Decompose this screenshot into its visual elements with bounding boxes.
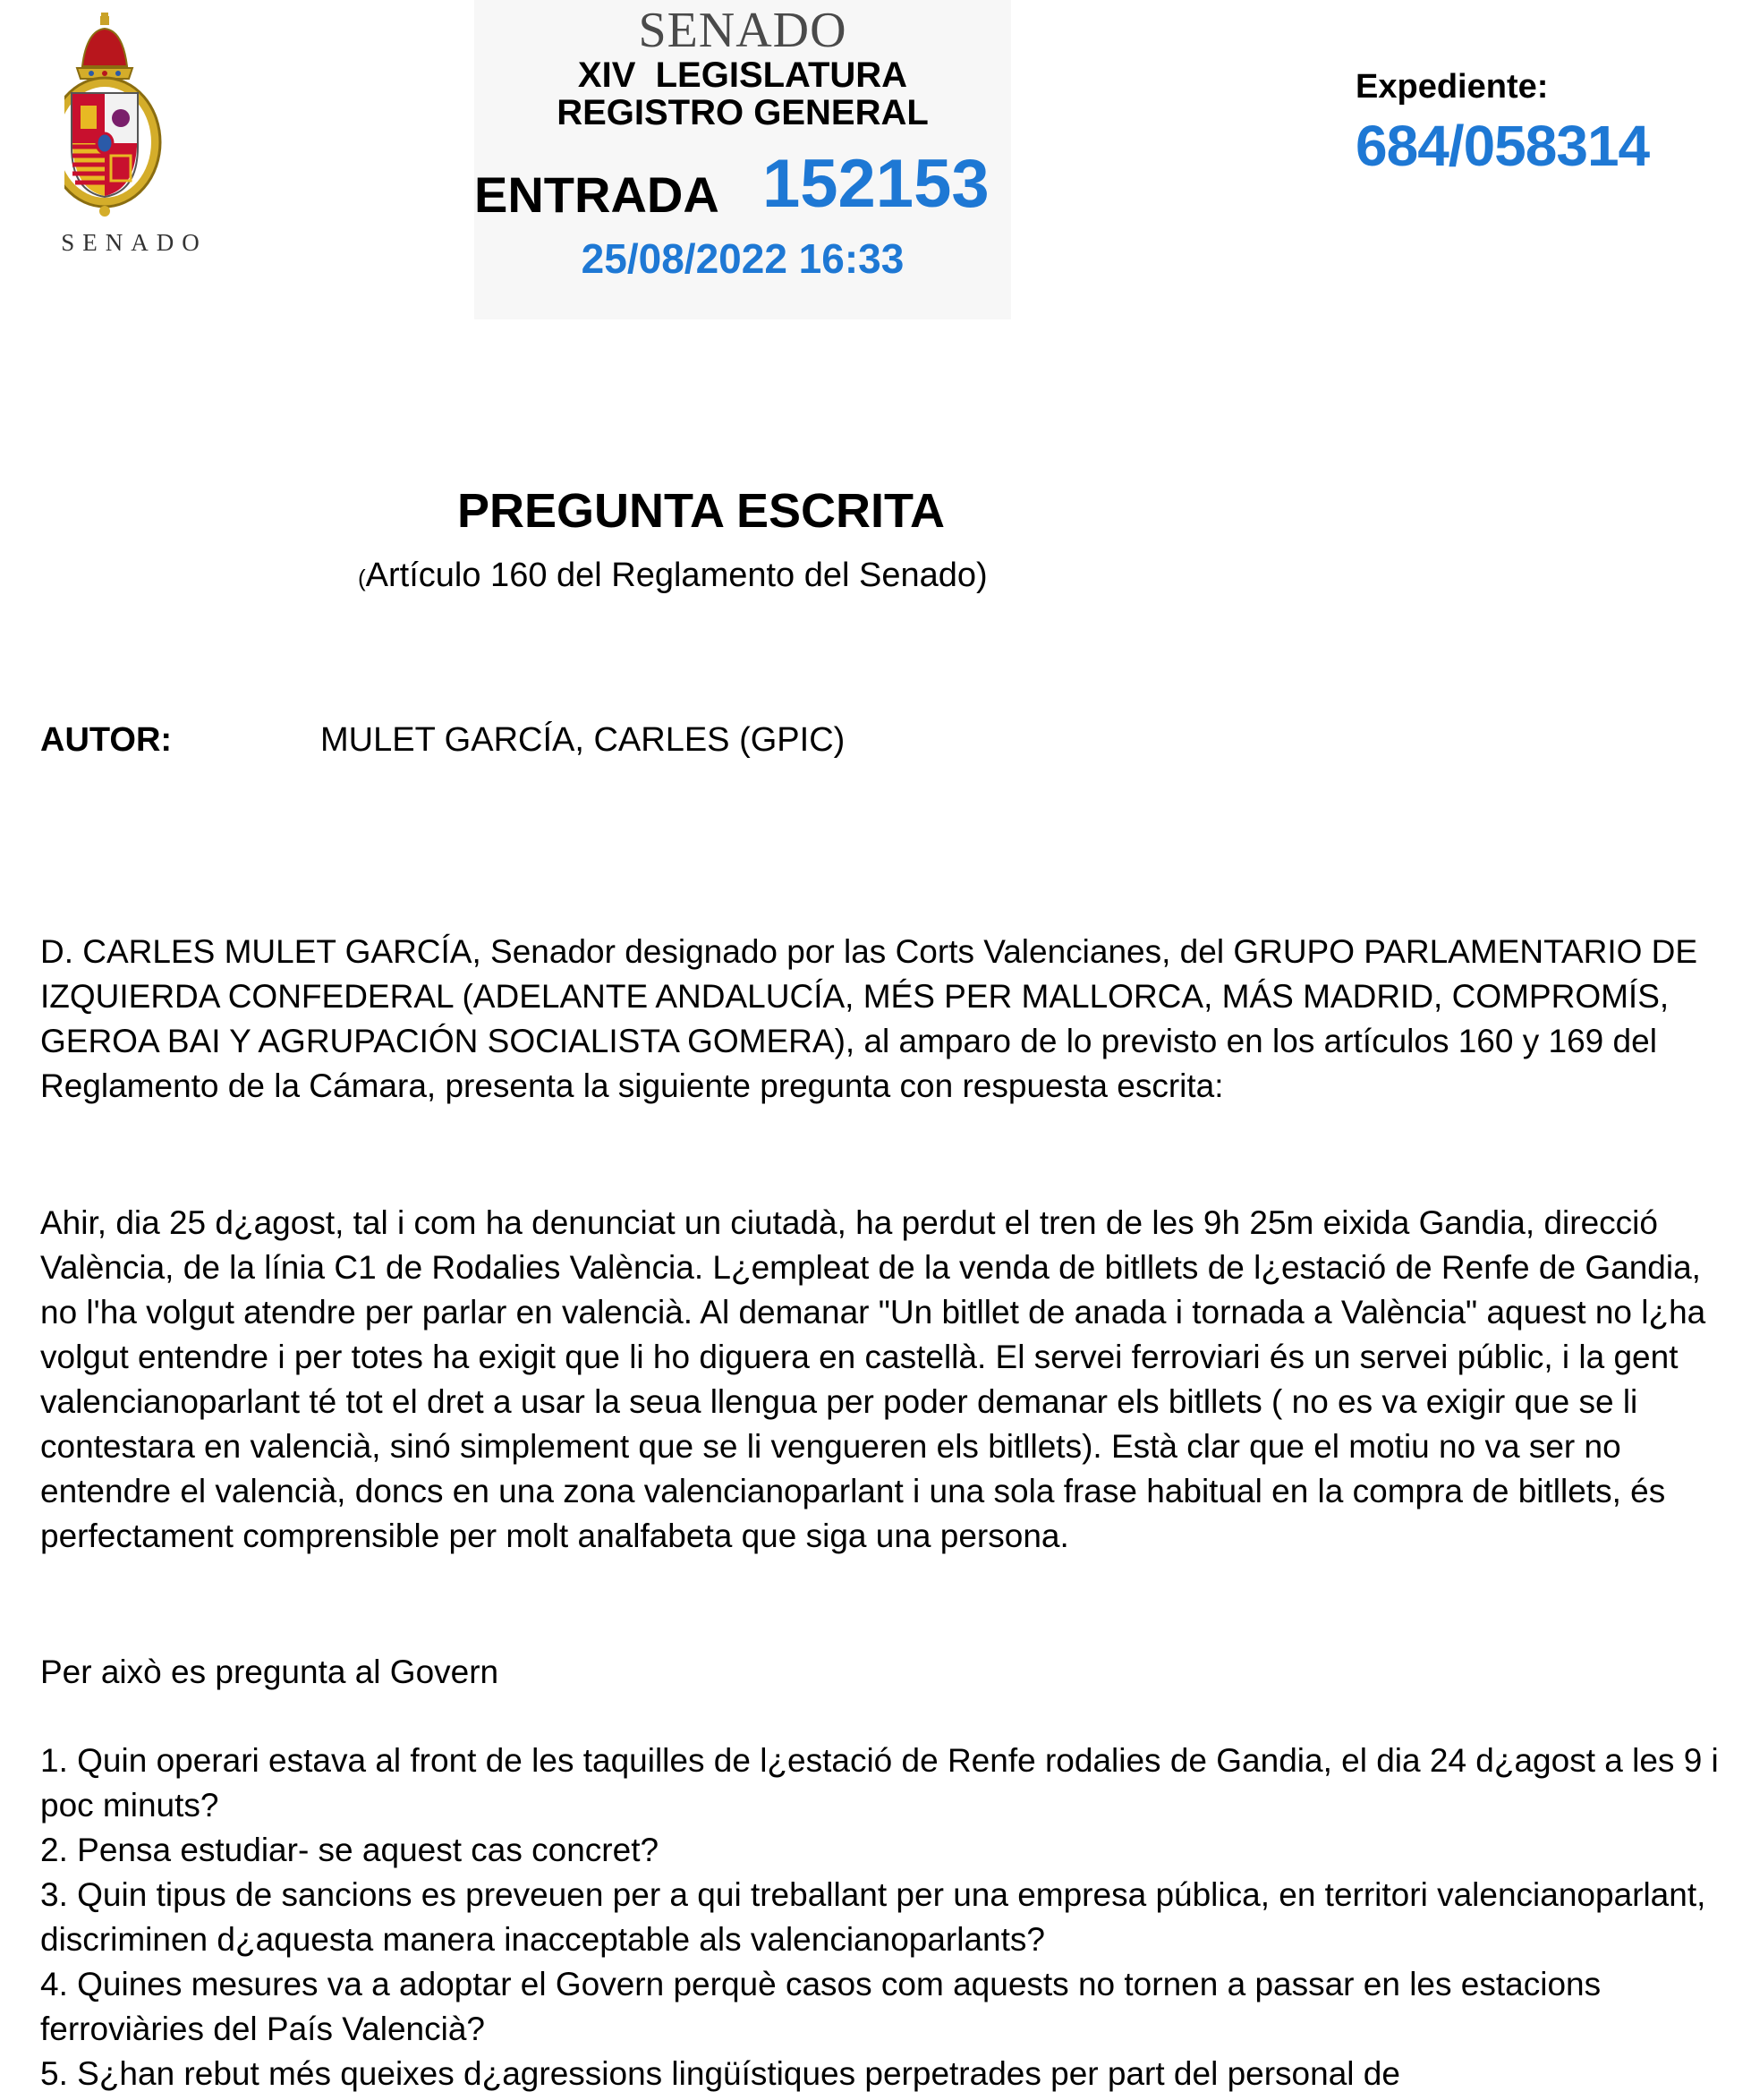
lead-paragraph: Per això es pregunta al Govern [40, 1654, 499, 1690]
stamp-registry: REGISTRO GENERAL [557, 93, 929, 132]
stamp-datetime: 25/08/2022 16:33 [581, 235, 905, 282]
stamp-entry-label: ENTRADA [474, 166, 719, 223]
subtitle-text: Artículo 160 del Reglamento del Senado) [365, 557, 988, 594]
stamp-institution: SENADO [638, 3, 847, 58]
intro-paragraph: D. CARLES MULET GARCÍA, Senador designado por las Corts Valencianes, del GRUPO PARLAMENTARIO DE IZQUIERDA CONFEDERAL (ADELANTE ANDALUCÍA, MÉS PER MALLORCA, MÁS MADRID, COMPROMÍS, GEROA BAI Y AGRUPACIÓN SOCIALISTA GOMERA), al amparo de lo previsto en los artículos 160 y 169 del Reglamento de la Cámara, presenta la siguiente pregunta con respuesta escrita: [40, 933, 1698, 1104]
coat-of-arms-icon [64, 13, 199, 218]
body-paragraph: Ahir, dia 25 d¿agost, tal i com ha denunciat un ciutadà, ha perdut el tren de les 9h 25m eixida Gandia, direcció València, de la línia C1 de Rodalies València. L¿empleat de la venda de bitllets de l¿estació de Renfe de Gandia, no l'ha volgut atendre per parlar en valencià. Al demanar "Un bitllet de anada i tornada a València" aquest no l¿ha volgut entendre i per totes ha exigit que li ho diguera en castellà. El servei ferroviari és un servei públic, i la gent valencianoparlant té tot el dret a usar la seua llengua per poder demanar els bitllets ( no es va exigir que se li contestara en valencià, sinó simplement que se li vengueren els bitllets). Està clar que el motiu no va ser no entendre el valencià, doncs en una zona valencianoparlant i una sola frase habitual en la compra de bitllets, és perfectament comprensible per molt analfabeta que siga una persona. [40, 1204, 1706, 1554]
author-label: AUTOR: [40, 721, 173, 759]
list-item: 4. Quines mesures va a adoptar el Govern perquè casos com aquests no tornen a passar en les estacions ferroviàries del País Valencià? [40, 1966, 1602, 2047]
question-list [40, 1739, 1722, 2096]
document-subtitle [358, 557, 988, 595]
list-item: 2. Pensa estudiar- se aquest cas concret? [40, 1832, 659, 1868]
registry-stamp [474, 0, 1011, 319]
expediente-number: 684/058314 [1356, 114, 1650, 178]
author-name: MULET GARCÍA, CARLES (GPIC) [320, 721, 846, 759]
document-title: PREGUNTA ESCRITA [456, 484, 945, 538]
expediente-label: Expediente: [1356, 68, 1549, 106]
senado-logo [45, 13, 224, 254]
stamp-legislature: XIV LEGISLATURA [577, 55, 908, 95]
list-item: 3. Quin tipus de sancions es preveuen per a qui treballant per una empresa pública, en territori valencianoparlant, discriminen d¿aquesta manera inacceptable als valencianoparlants? [40, 1876, 1706, 1958]
logo-text: SENADO [61, 229, 208, 256]
list-item: 1. Quin operari estava al front de les taquilles de l¿estació de Renfe rodalies de Gandia, el dia 24 d¿agost a les 9 i poc minuts? [40, 1742, 1719, 1824]
list-item: 5. S¿han rebut més queixes d¿agressions lingüístiques perpetrades per part del personal de [40, 2055, 1400, 2092]
stamp-entry-number: 152153 [762, 146, 990, 222]
subtitle-paren: ( [358, 565, 366, 591]
